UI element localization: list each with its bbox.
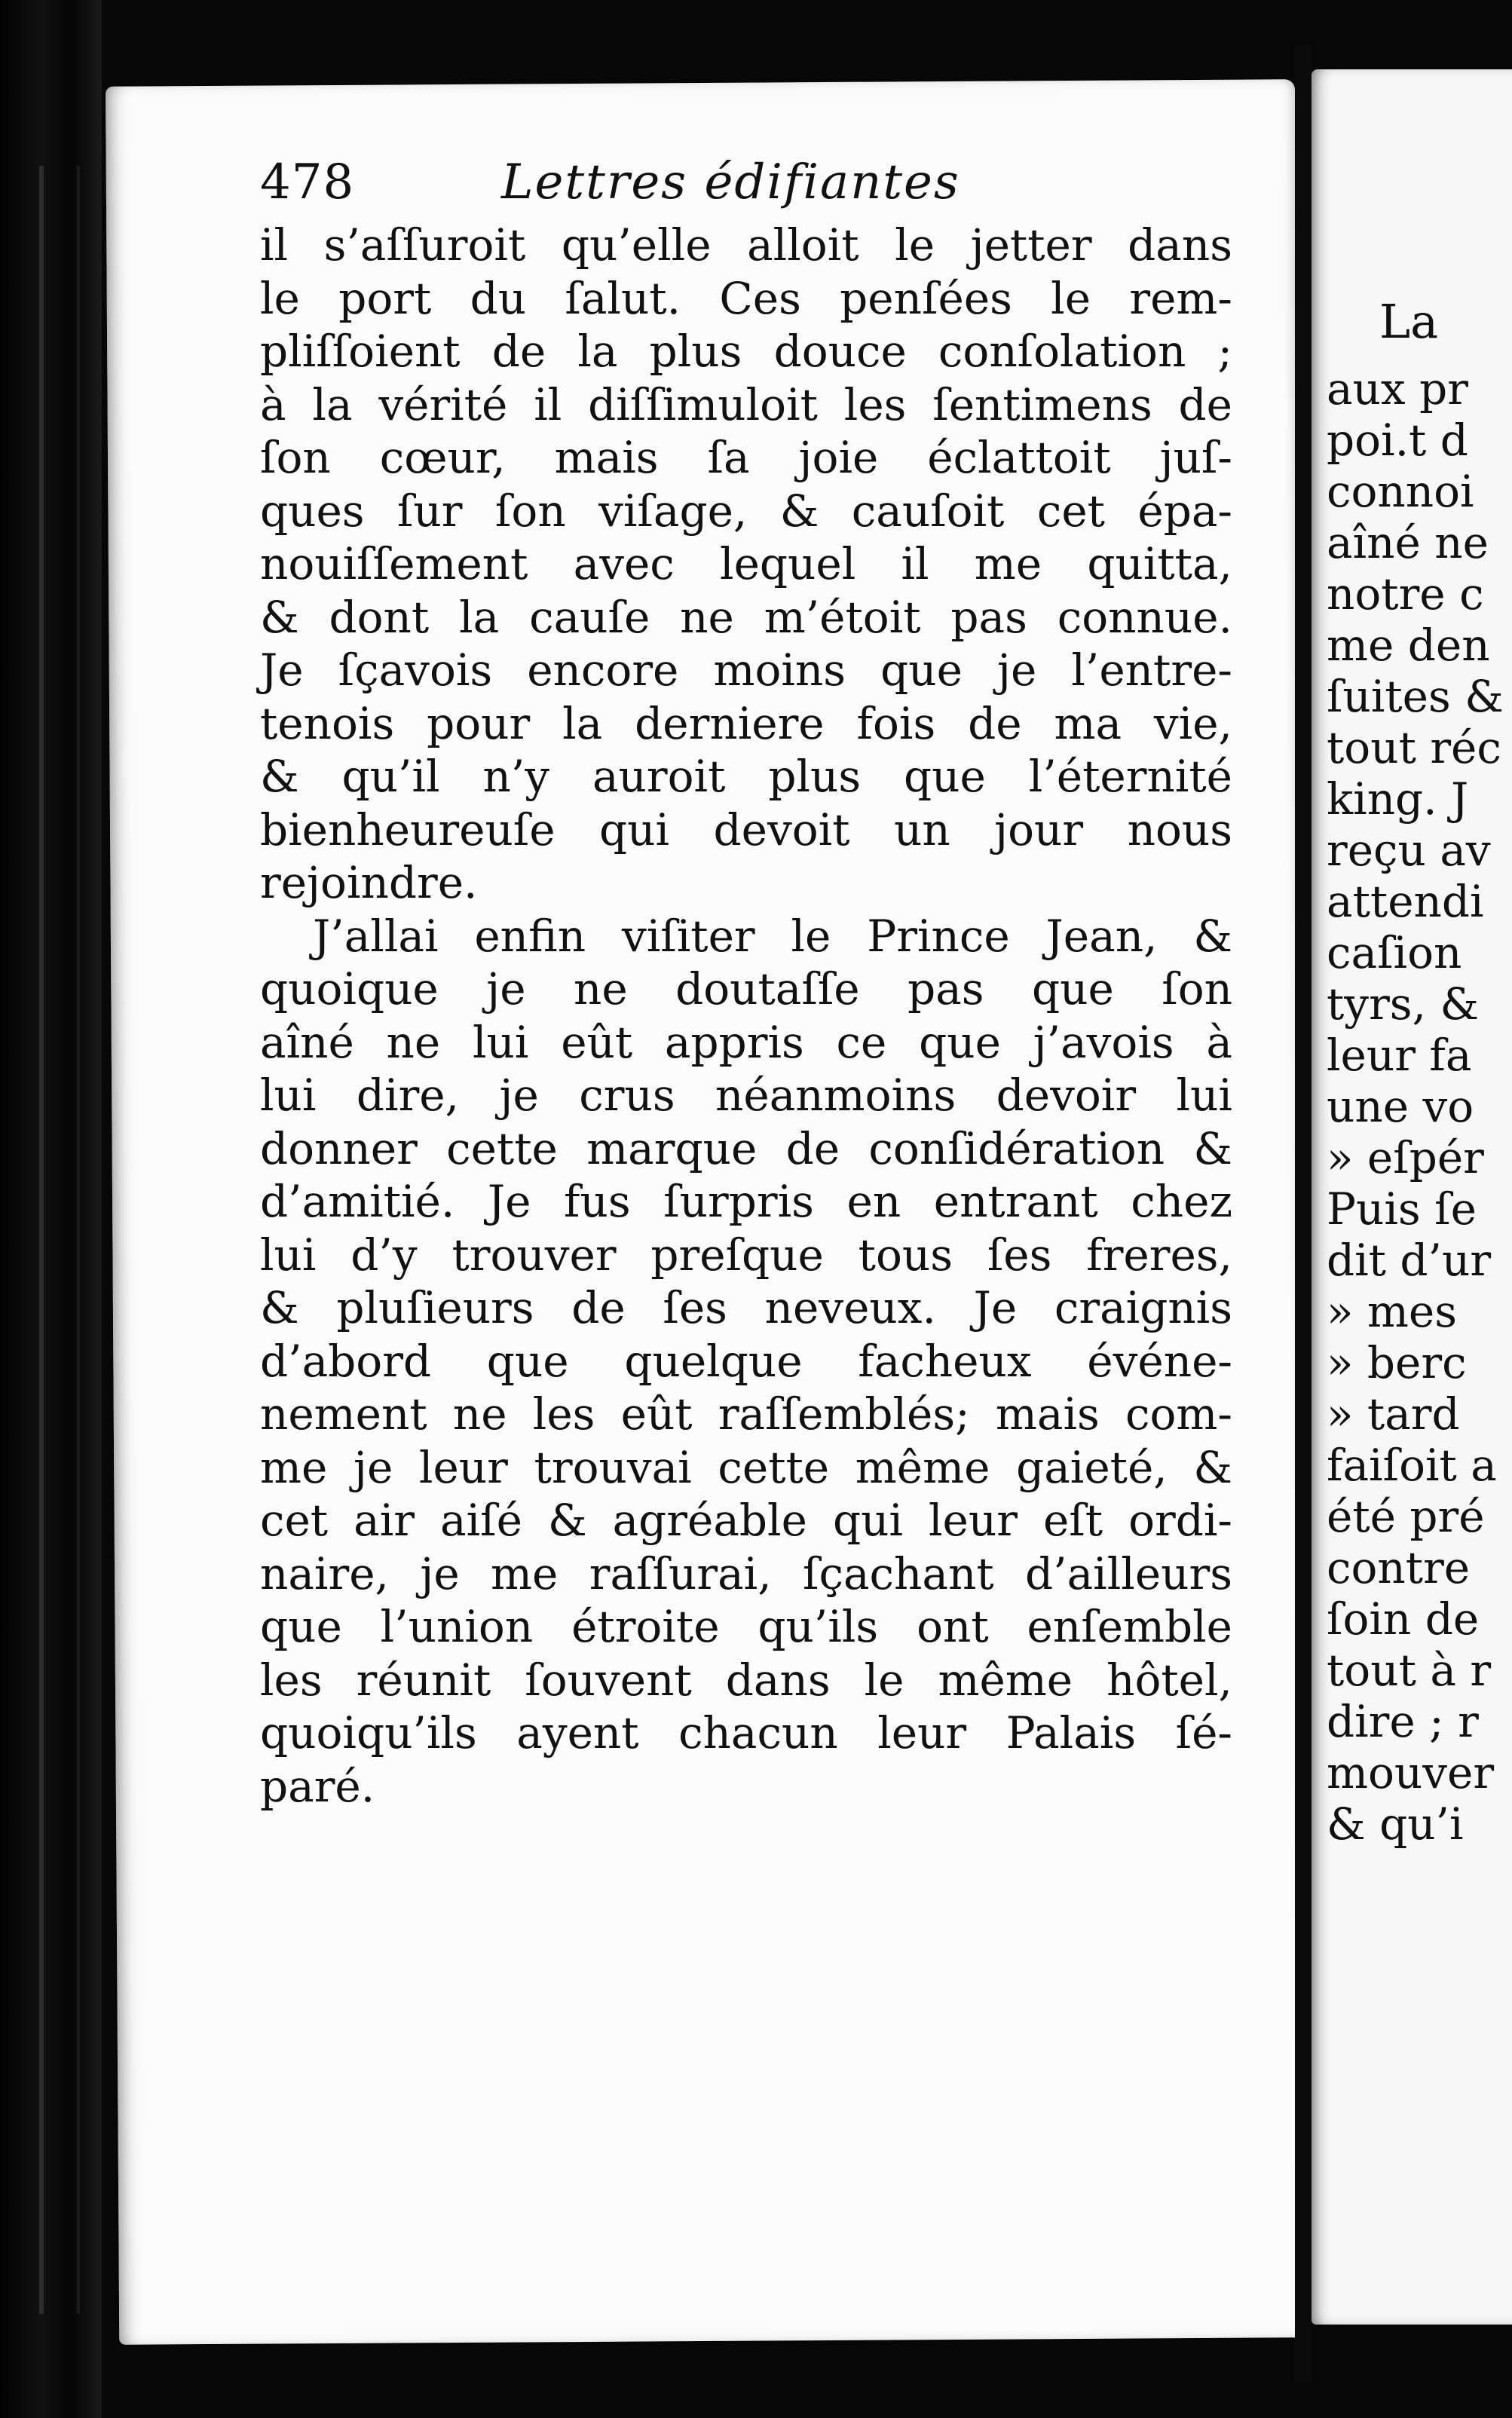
text-line: que l’union étroite qu’ils ont enſemble	[260, 1601, 1232, 1652]
text-line: notre c	[1327, 568, 1484, 620]
text-line: & qu’il n’y auroit plus que l’éternité	[260, 751, 1232, 802]
text-line: La	[1379, 294, 1439, 349]
text-line: ſon cœur, mais ſa joie éclattoit juſ-	[260, 432, 1232, 483]
right-page	[1312, 69, 1512, 2325]
text-line: lui d’y trouver preſque tous ſes freres,	[260, 1229, 1232, 1281]
text-line: » mes	[1327, 1286, 1458, 1337]
text-line: & pluſieurs de ſes neveux. Je craignis	[260, 1282, 1232, 1333]
text-line: à la vérité il diſſimuloit les ſentimens de	[260, 378, 1232, 430]
book-spine-edge	[0, 0, 102, 2418]
text-line: aux pr	[1327, 363, 1468, 415]
text-line: me den	[1327, 620, 1490, 671]
text-line: » tard	[1327, 1388, 1460, 1440]
binding-edge-line	[39, 166, 44, 2314]
text-line: king. J	[1327, 773, 1469, 825]
text-line: reçu av	[1327, 825, 1491, 876]
text-line: tenois pour la derniere fois de ma vie,	[260, 697, 1232, 749]
text-line: leur fa	[1327, 1030, 1472, 1081]
text-line: dit d’ur	[1327, 1235, 1492, 1286]
text-line: tout réc	[1327, 722, 1501, 773]
text-line: aîné ne	[1327, 517, 1489, 568]
text-line: paré.	[260, 1760, 375, 1812]
text-line: mouver	[1327, 1747, 1495, 1798]
text-line: nouiſſement avec lequel il me quitta,	[260, 538, 1232, 589]
page-gutter	[1295, 45, 1312, 2382]
text-line: & dont la cauſe ne m’étoit pas connue.	[260, 591, 1232, 643]
text-line: Je ſçavois encore moins que je l’entre-	[260, 644, 1232, 696]
text-line: tyrs, &	[1327, 978, 1480, 1030]
binding-edge-line	[77, 166, 80, 2314]
text-line: faiſoit a	[1327, 1440, 1497, 1491]
text-line: connoi	[1327, 466, 1474, 517]
text-line: pliſſoient de la plus douce conſolation ;	[260, 326, 1232, 377]
text-line: » eſpér	[1327, 1132, 1484, 1183]
text-line: cet air aiſé & agréable qui leur eſt ordi-	[260, 1495, 1232, 1546]
text-line: il s’aſſuroit qu’elle alloit le jetter dans	[260, 219, 1232, 271]
text-line: d’amitié. Je fus ſurpris en entrant chez	[260, 1176, 1232, 1227]
text-line: J’allai enfin viſiter le Prince Jean, &	[313, 910, 1232, 962]
text-line: tout à r	[1327, 1645, 1492, 1696]
text-line: ſoin de	[1327, 1593, 1480, 1645]
text-line: le port du ſalut. Ces penſées le rem-	[260, 272, 1232, 324]
text-line: caſion	[1327, 927, 1462, 978]
text-line: attendi	[1327, 876, 1484, 927]
text-line: & qu’i	[1327, 1798, 1464, 1850]
text-line: contre	[1327, 1542, 1471, 1593]
text-line: me je leur trouvai cette même gaieté, &	[260, 1441, 1232, 1493]
text-line: bienheureuſe qui devoit un jour nous	[260, 803, 1232, 855]
text-line: ſuites &	[1327, 671, 1504, 722]
text-line: naire, je me raſſurai, ſçachant d’ailleurs	[260, 1547, 1232, 1599]
text-line: d’abord que quelque facheux événe-	[260, 1335, 1232, 1387]
text-line: nement ne les eût raſſemblés; mais com-	[260, 1388, 1232, 1440]
text-line: les réunit ſouvent dans le même hôtel,	[260, 1654, 1232, 1706]
text-line: rejoindre.	[260, 857, 478, 908]
left-page-body-text	[260, 219, 1232, 1813]
text-line: » berc	[1327, 1337, 1467, 1388]
text-line: Puis ſe	[1327, 1183, 1477, 1235]
text-line: donner cette marque de conſidération &	[260, 1122, 1232, 1174]
text-line: quoiqu’ils ayent chacun leur Palais ſé-	[260, 1707, 1232, 1758]
text-line: aîné ne lui eût appris ce que j’avois à	[260, 1016, 1232, 1068]
text-line: dire ; r	[1327, 1696, 1479, 1747]
text-line: poi.t d	[1327, 415, 1468, 466]
right-page-body-text	[1327, 288, 1512, 1850]
running-title: Lettres édifiantes	[501, 155, 960, 210]
text-line: quoique je ne doutaſſe pas que ſon	[260, 963, 1232, 1015]
text-line: été pré	[1327, 1491, 1485, 1542]
text-line: lui dire, je crus néanmoins devoir lui	[260, 1070, 1232, 1121]
text-line: ques ſur ſon viſage, & cauſoit cet épa-	[260, 485, 1232, 537]
text-line: une vo	[1327, 1081, 1474, 1132]
page-number: 478	[260, 155, 355, 210]
